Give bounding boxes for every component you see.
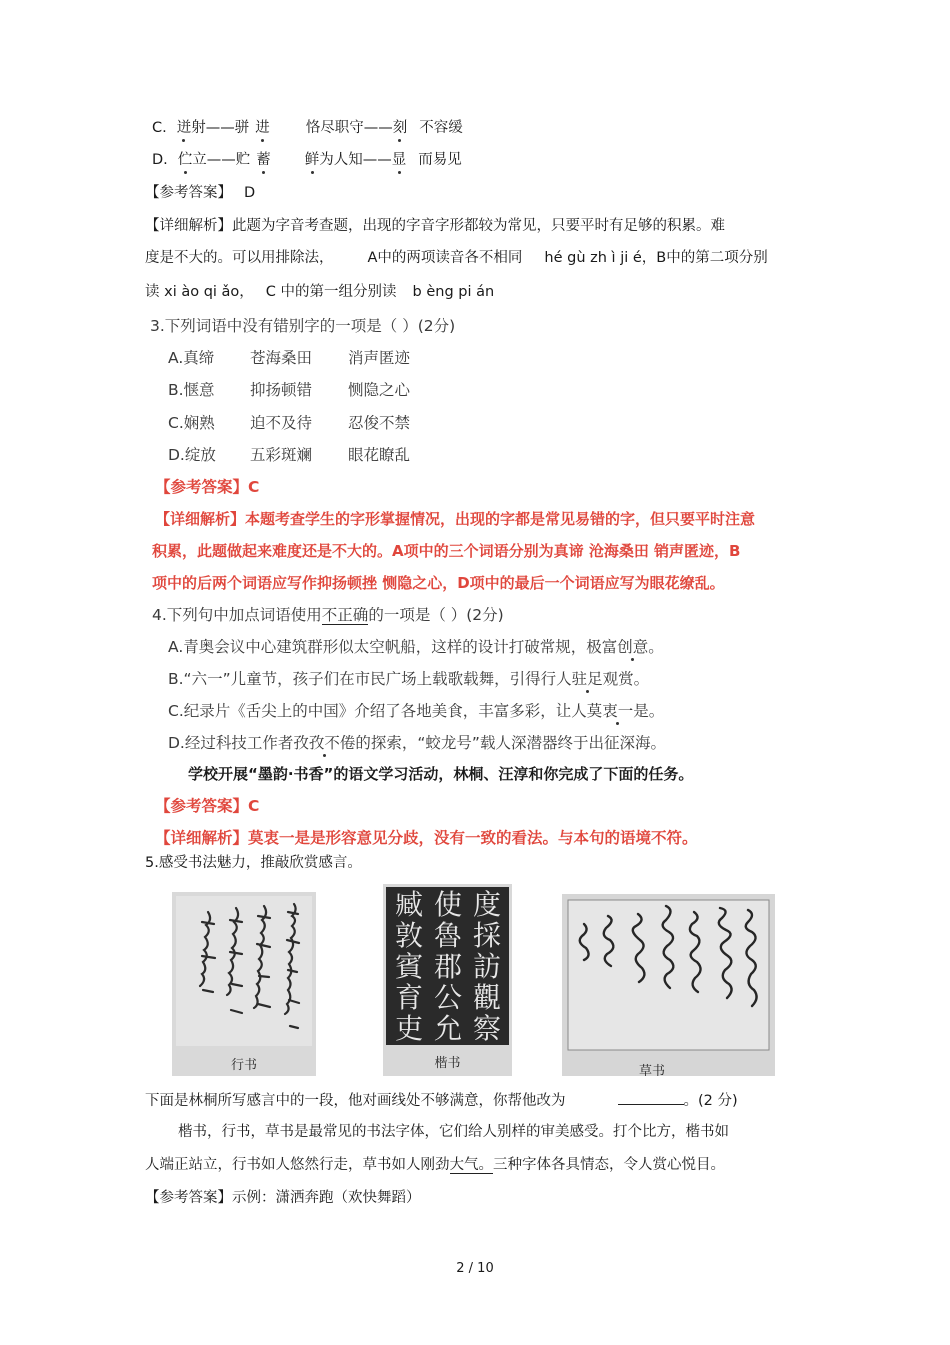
q4-context: 学校开展“墨韵·书香”的语文学习活动，林桐、汪淳和你完成了下面的任务。 — [188, 765, 694, 783]
q4-option-d: D.经过科技工作者孜孜不倦的探索，“蛟龙号”载人深潜器终于出征深海。 — [168, 734, 666, 752]
calligraphy-regular-script-caption: 楷书 — [434, 1056, 461, 1071]
q3-stem: 3.下列词语中没有错别字的一项是（ ）(2分) — [150, 317, 456, 335]
regular-script-rubbing — [386, 887, 509, 1045]
q5-paragraph-line2: 人端正站立，行书如人悠然行走，草书如人刚劲大气。三种字体各具情态，令人赏心悦目。 — [145, 1157, 725, 1173]
stele-char: 允 — [433, 1012, 462, 1045]
q2-analysis-line2: 度是不大的。可以用排除法， A中的两项读音各不相同 hé gù zh ì ji é，B中的第二项分别 — [145, 250, 768, 266]
stele-char: 育 — [394, 981, 423, 1014]
q2-option-c: C. 迸射——骈 进 恪尽职守——刻 不容缓 — [152, 120, 463, 136]
stele-char: 臧 — [394, 888, 423, 921]
q3-option-d: D.绽放 五彩斑斓 眼花瞭乱 — [168, 446, 411, 464]
q5-instruction: 下面是林桐所写感言中的一段，他对画线处不够满意，你帮他改为 。(2 分) — [145, 1090, 738, 1111]
calligraphy-regular-script-image — [383, 884, 512, 1076]
q2-option-d: D. 伫立——贮 蓄 鲜为人知——显 而易见 — [152, 152, 462, 168]
stele-char: 郡 — [433, 950, 462, 983]
q3-answer: 【参考答案】C — [155, 478, 260, 496]
stele-char: 察 — [472, 1012, 501, 1045]
q4-answer: 【参考答案】C — [155, 797, 260, 815]
q2-analysis-line1: 【详细解析】此题为字音考查题，出现的字音字形都较为常见，只要平时有足够的积累。难 — [145, 218, 725, 234]
q5-paragraph-line1: 楷书，行书，草书是最常见的书法字体，它们给人别样的审美感受。打个比方，楷书如 — [178, 1124, 729, 1140]
q4-option-b: B.“六一”儿童节，孩子们在市民广场上载歌载舞，引得行人驻足观赏。 — [168, 670, 650, 688]
stele-char: 採 — [472, 919, 501, 952]
stele-char: 敦 — [394, 919, 423, 952]
q3-option-a: A.真缔 苍海桑田 消声匿迹 — [168, 349, 411, 367]
stele-char: 魯 — [433, 919, 462, 952]
stele-char: 觀 — [472, 981, 501, 1014]
q2-analysis-line3: 读 xi ào qi ǎo， C 中的第一组分别读 b èng pi án — [145, 284, 495, 300]
page-number: 2 / 10 — [456, 1261, 494, 1276]
q3-analysis-line1: 【详细解析】本题考查学生的字形掌握情况，出现的字都是常见易错的字，但只要平时注意 — [155, 510, 756, 528]
q4-stem: 4.下列句中加点词语使用不正确的一项是（ ）(2分) — [152, 606, 504, 624]
stele-char: 公 — [433, 981, 462, 1014]
calligraphy-cursive-script-caption: 草书 — [638, 1064, 665, 1076]
q4-analysis: 【详细解析】莫衷一是是形容意见分歧，没有一致的看法。与本句的语境不符。 — [155, 829, 698, 847]
stele-char: 吏 — [394, 1012, 423, 1045]
q3-analysis-line2: 积累，此题做起来难度还是不大的。A项中的三个词语分别为真谛 沧海桑田 销声匿迹，B — [152, 542, 741, 560]
calligraphy-cursive-script-image — [562, 894, 775, 1076]
answer-blank[interactable] — [618, 1090, 684, 1105]
stele-char: 使 — [433, 888, 462, 921]
q4-option-a: A.青奥会议中心建筑群形似太空帆船，这样的设计打破常规，极富创意。 — [168, 638, 664, 656]
q3-option-c: C.娴熟 迫不及待 忍俊不禁 — [168, 414, 411, 432]
q5-stem: 5.感受书法魅力，推敲欣赏感言。 — [145, 855, 362, 871]
q3-option-b: B.惬意 抑扬顿错 恻隐之心 — [168, 381, 411, 399]
q3-analysis-line3: 项中的后两个词语应写作抑扬顿挫 恻隐之心，D项中的最后一个词语应写为眼花缭乱。 — [152, 574, 725, 592]
calligraphy-running-script-caption: 行书 — [230, 1058, 257, 1073]
q5-answer: 【参考答案】示例：潇洒奔跑（欢快舞蹈） — [145, 1190, 421, 1206]
stele-char: 訪 — [472, 950, 501, 983]
q2-answer: 【参考答案】 D — [145, 185, 256, 201]
q4-option-c: C.纪录片《舌尖上的中国》介绍了各地美食，丰富多彩，让人莫衷一是。 — [168, 702, 665, 720]
stele-char: 度 — [472, 888, 501, 921]
calligraphy-running-script-image — [172, 892, 316, 1076]
stele-char: 賓 — [394, 950, 423, 983]
